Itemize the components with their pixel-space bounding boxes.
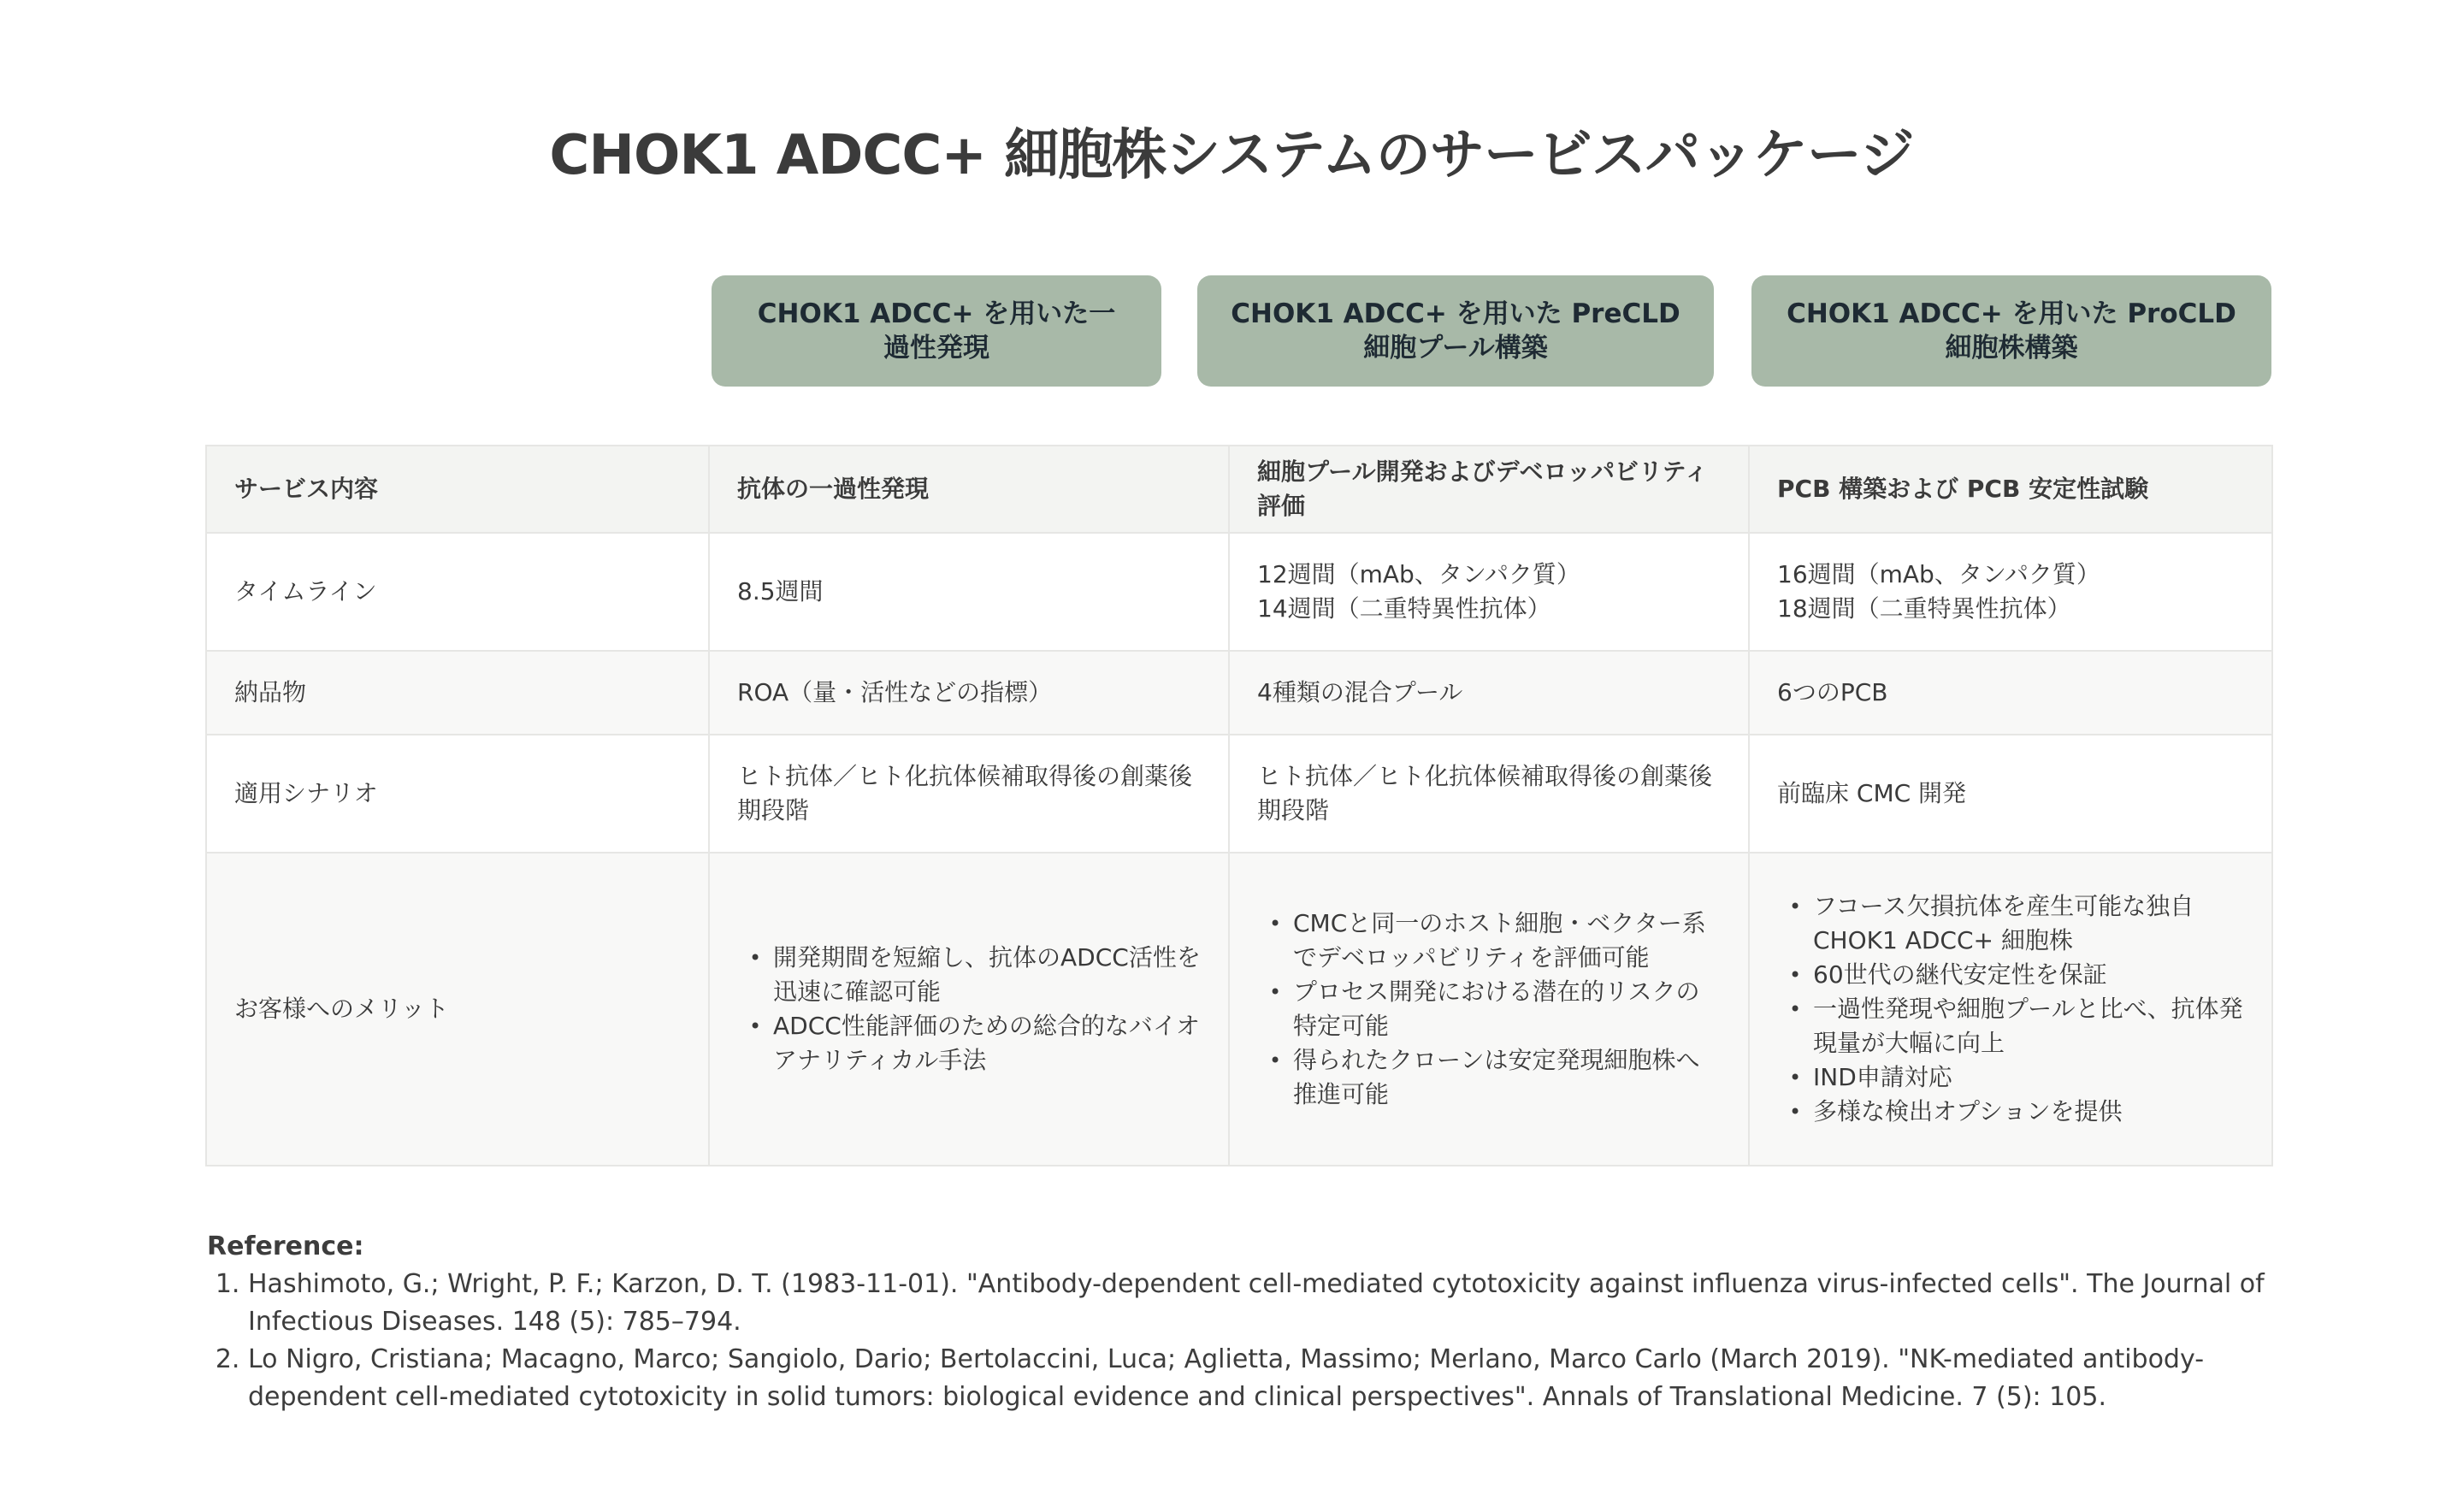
package-precld-pool [1197,275,1714,387]
merit-list [1777,889,2244,1129]
table-cell: ヒト抗体／ヒト化抗体候補取得後の創薬後期段階 [709,735,1229,853]
list-item: • 得られたクローンは安定発現細胞株へ推進可能 [1266,1043,1721,1112]
list-item: • 一過性発現や細胞プールと比べ、抗体発現量が大幅に向上 [1786,992,2244,1060]
table-cell [1749,533,2272,651]
header-cell: 細胞プール開発およびデベロッパビリティ評価 [1229,446,1749,533]
list-item: • 60世代の継代安定性を保証 [1786,958,2244,992]
package-label-line: 細胞株構築 [1945,333,2078,363]
cell-line: 12週間（mAb、タンパク質） [1257,560,1580,588]
table-cell [1229,533,1749,651]
table-cell: 4種類の混合プール [1229,651,1749,735]
table-row-scenario [206,735,2272,853]
service-comparison-table [205,445,2273,1166]
reference-item: 1. Hashimoto, G.; Wright, P. F.; Karzon, D. T. (1983-11-01). "Antibody-dependent cell-mediated cytotoxicity against influenza virus-infected cells". The Journal of Infectious Diseases. 148 (5): 785–794. [248,1266,2277,1341]
cell-line: 18週間（二重特異性抗体） [1777,594,2071,623]
table-header-row [206,446,2272,533]
list-item: • CMCと同一のホスト細胞・ベクター系でデベロッパビリティを評価可能 [1266,907,1721,975]
references-heading: Reference: [207,1231,364,1261]
package-transient-expression [712,275,1161,387]
package-label-line: 細胞プール構築 [1363,333,1548,363]
list-item: • フコース欠損抗体を産生可能な独自 CHOK1 ADCC+ 細胞株 [1786,889,2244,958]
row-label: 適用シナリオ [206,735,709,853]
cell-line: 16週間（mAb、タンパク質） [1777,560,2100,588]
package-label-line: 過性発現 [883,333,989,363]
package-label-line: CHOK1 ADCC+ を用いた ProCLD [1787,298,2236,329]
header-cell: 抗体の一過性発現 [709,446,1229,533]
table-cell [1749,853,2272,1166]
table-cell: ヒト抗体／ヒト化抗体候補取得後の創薬後期段階 [1229,735,1749,853]
list-item: • 多様な検出オプションを提供 [1786,1095,2244,1129]
table-cell: 6つのPCB [1749,651,2272,735]
page-title: CHOK1 ADCC+ 細胞株システムのサービスパッケージ [549,124,1914,187]
merit-list [737,941,1201,1078]
table-row-merit [206,853,2272,1166]
list-item: • 開発期間を短縮し、抗体のADCC活性を迅速に確認可能 [746,941,1201,1009]
row-label: 納品物 [206,651,709,735]
row-label: タイムライン [206,533,709,651]
package-label-line: CHOK1 ADCC+ を用いた一 [757,298,1116,329]
header-cell: PCB 構築および PCB 安定性試験 [1749,446,2272,533]
list-item: • IND申請対応 [1786,1060,2244,1095]
table-cell: 8.5週間 [709,533,1229,651]
header-cell: サービス内容 [206,446,709,533]
table-cell: 前臨床 CMC 開発 [1749,735,2272,853]
table-cell: ROA（量・活性などの指標） [709,651,1229,735]
references-section [207,1228,2277,1416]
package-label-line: CHOK1 ADCC+ を用いた PreCLD [1231,298,1680,329]
cell-line: 14週間（二重特異性抗体） [1257,594,1551,623]
list-item: • プロセス開発における潜在的リスクの特定可能 [1266,975,1721,1043]
table-cell [709,853,1229,1166]
package-proclд-cell-line [1751,275,2271,387]
table-cell [1229,853,1749,1166]
merit-list [1257,907,1721,1112]
references-list [207,1266,2277,1416]
reference-item: 2. Lo Nigro, Cristiana; Macagno, Marco; Sangiolo, Dario; Bertolaccini, Luca; Aglietta, Massimo; Merlano, Marco Carlo (March 2019). "NK-mediated antibody-dependent cell-mediated cytotoxicity in solid tumors: biological evidence and clinical perspectives". Annals of Translational Medicine. 7 (5): 105. [248,1341,2277,1416]
table-row-deliverable [206,651,2272,735]
table-row-timeline [206,533,2272,651]
row-label: お客様へのメリット [206,853,709,1166]
list-item: • ADCC性能評価のための総合的なバイオアナリティカル手法 [746,1009,1201,1078]
